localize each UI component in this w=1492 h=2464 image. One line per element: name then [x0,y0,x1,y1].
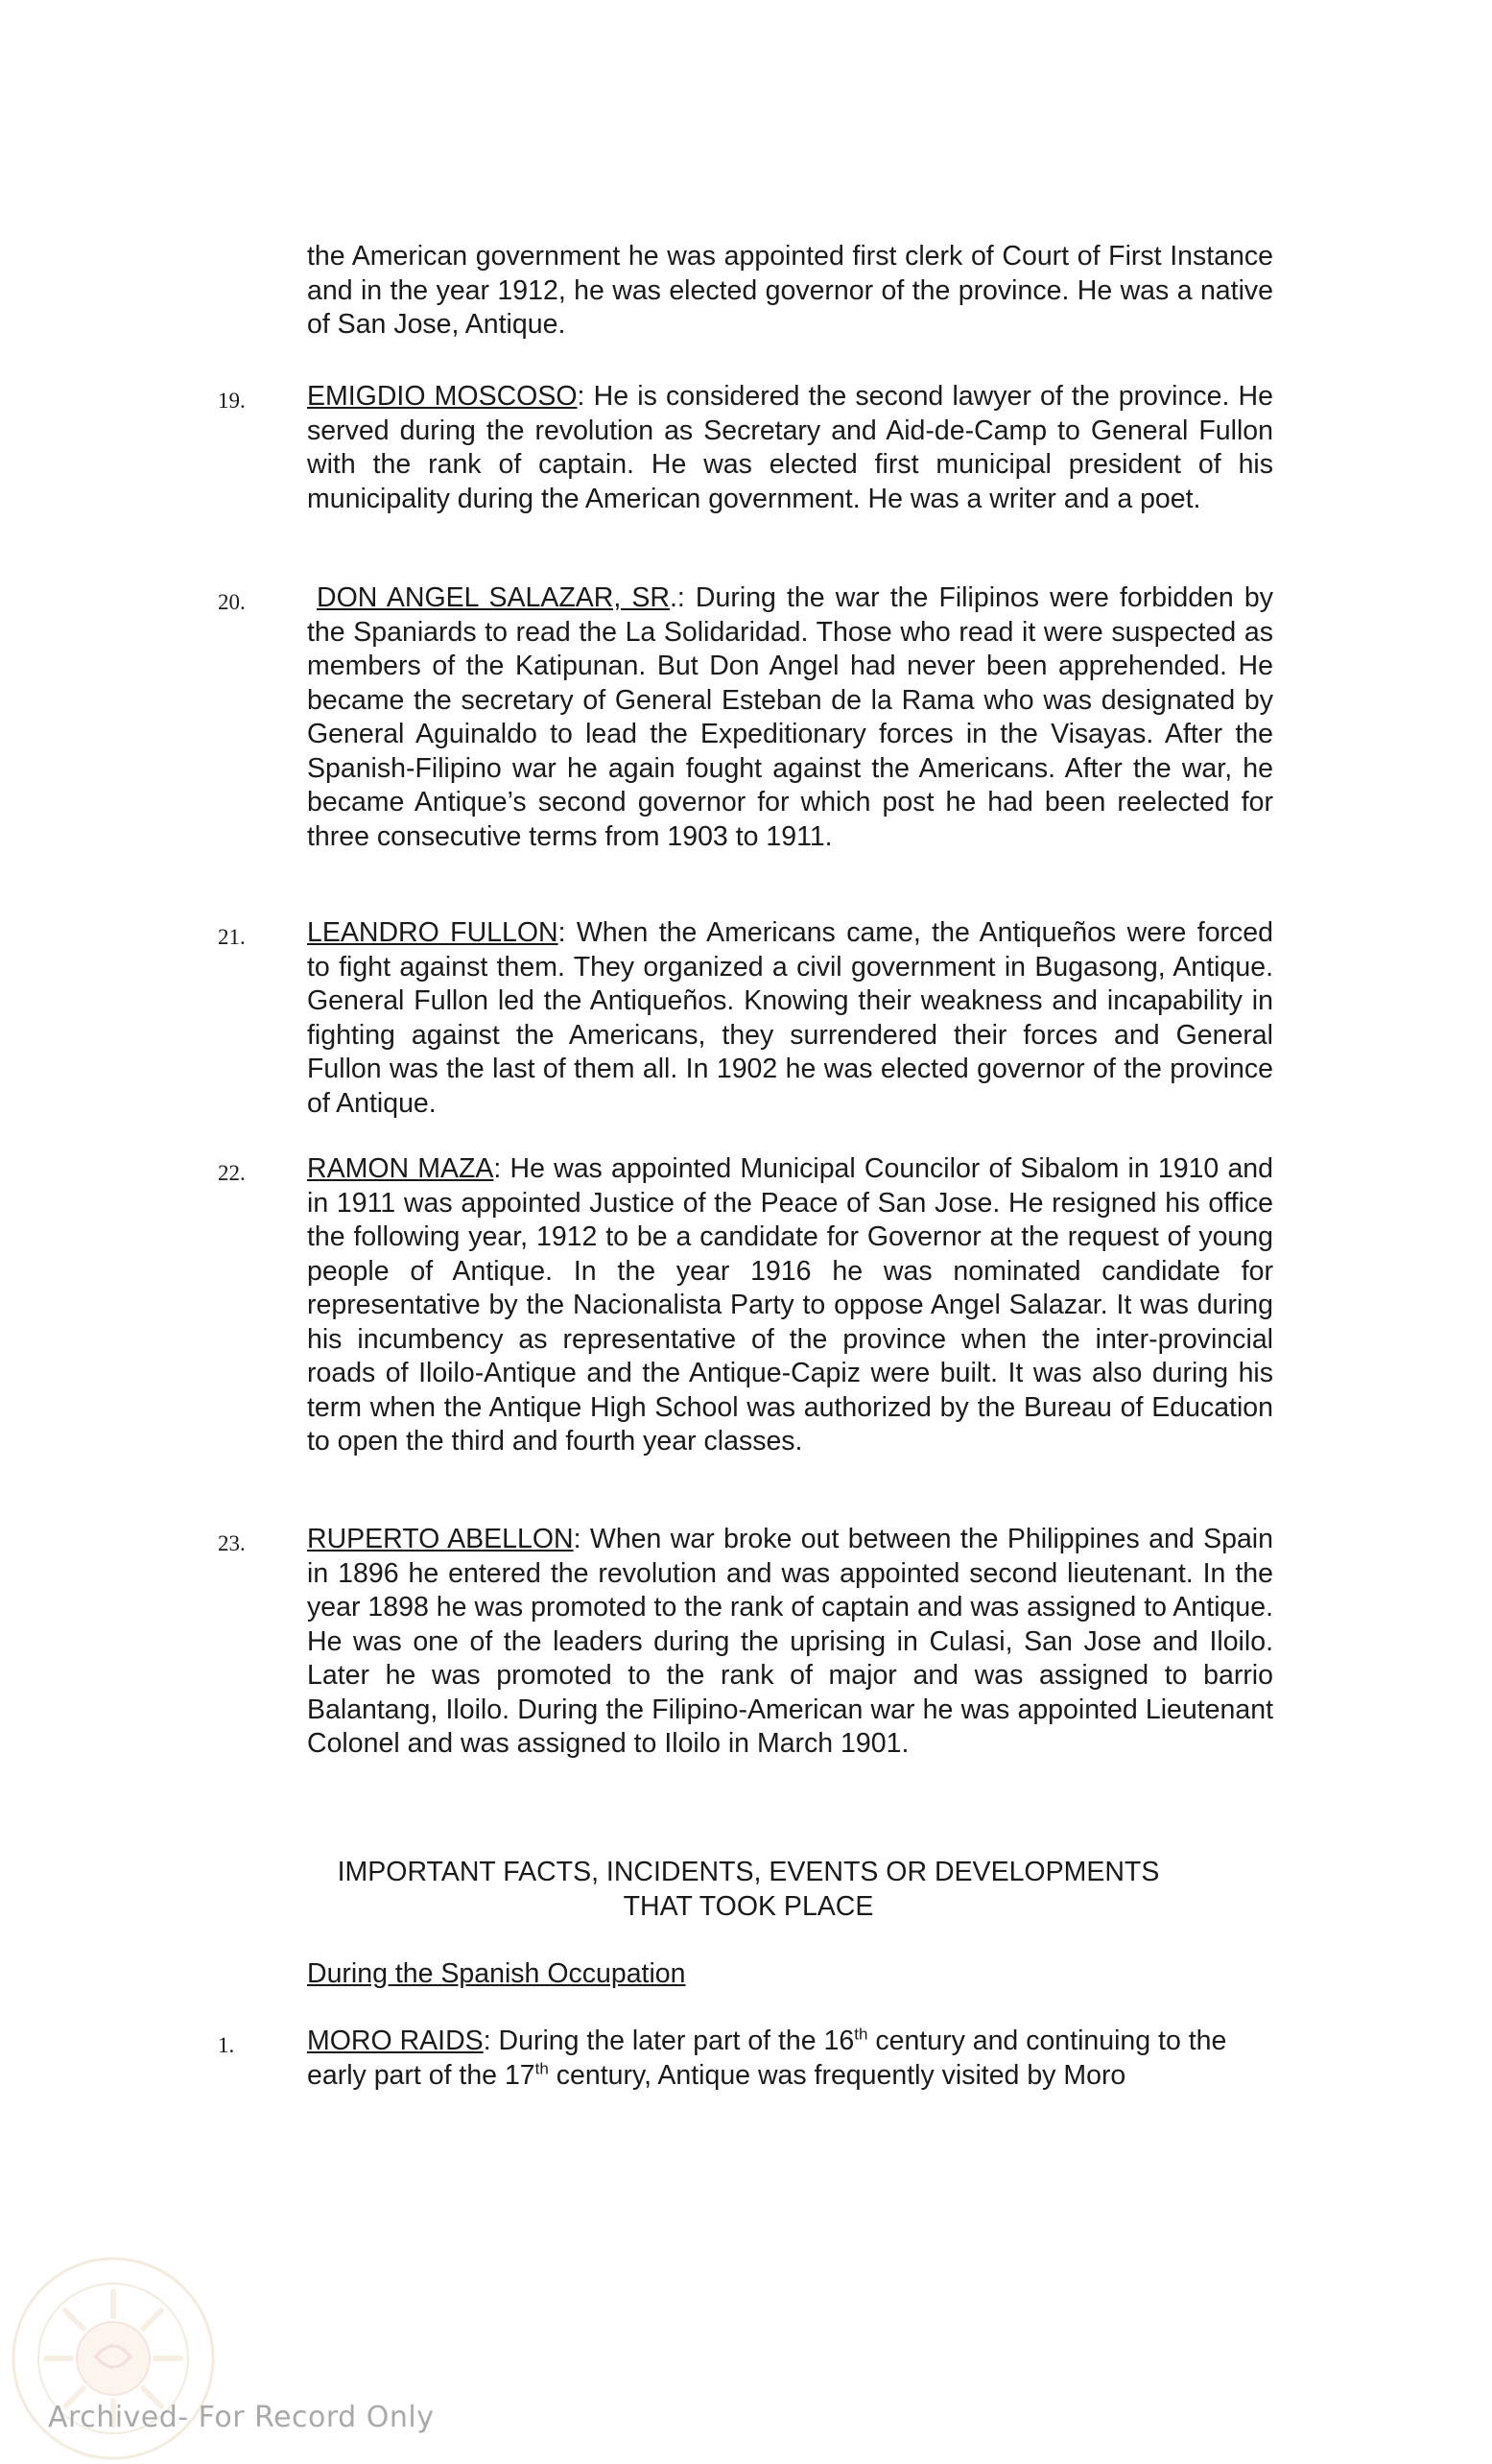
entry-text: : He is considered the second lawyer of the province. He served during the revolution as Secretary and Aid-de-Camp to General Fullon with the rank of captain. He was elected first municipal president of his municipality during the American government. He was a writer and a poet. [307,381,1273,514]
fact-text-a: : During the later part of the 16 [483,2026,855,2056]
intro-paragraph: the American government he was appointed first clerk of Court of First Instance and in the year 1912, he was elected governor of the province. He was a native of San Jose, Antique. [307,241,1273,340]
section-heading-line-1: IMPORTANT FACTS, INCIDENTS, EVENTS OR DEVELOPMENTS [337,1857,1160,1887]
entry-name: RUPERTO ABELLON [307,1524,574,1554]
entry-name: DON ANGEL SALAZAR, SR [317,582,670,613]
entry-paragraph [307,380,1273,516]
ordinal-suffix: th [854,2025,868,2044]
entry-text: : When the Americans came, the Antiqueños were forced to fight against them. They organized a civil government in Bugasong, Antique. General Fullon led the Antiqueños. Knowing their weakness and incapability in fighting against the Americans, they surrendered their forces and General Fullon was the last of them all. In 1902 he was elected governor of the province of Antique. [307,917,1273,1119]
entry-name: RAMON MAZA [307,1153,494,1184]
entry-number: 21. [218,925,246,949]
entry-text: : When war broke out between the Philippines and Spain in 1896 he entered the revolution and was appointed second lieutenant. In the year 1898 he was promoted to the rank of captain and was assigned to Antique. He was one of the leaders during the uprising in Culasi, San Jose and Iloilo. Later he was promoted to the rank of major and was assigned to barrio Balantang, Iloilo. During the Filipino-American war he was appointed Lieutenant Colonel and was assigned to Iloilo in March 1901. [307,1524,1273,1759]
section-heading [230,1856,1267,1924]
entry-number: 20. [218,590,246,614]
fact-text-b: century and continuing to the early part of the 17 [307,2026,1227,2091]
subsection-heading: During the Spanish Occupation [307,1958,686,1989]
section-heading-line-2: THAT TOOK PLACE [623,1890,874,1922]
entry-paragraph [307,916,1273,1121]
entry-name: LEANDRO FULLON [307,917,558,948]
archive-watermark: Archived- For Record Only [48,2401,435,2434]
fact-number: 1. [218,2033,235,2057]
entry-paragraph [307,1152,1273,1459]
entry-name: EMIGDIO MOSCOSO [307,381,578,412]
entry-number: 23. [218,1531,246,1555]
entry-paragraph [307,1523,1273,1762]
fact-text-c: century, Antique was frequently visited by Moro [548,2059,1126,2091]
ordinal-suffix: th [534,2059,549,2077]
fact-name: MORO RAIDS [307,2026,484,2056]
entry-text: .: During the war the Filipinos were forbidden by the Spaniards to read the La Solidaridad. Those who read it were suspected as members of the Katipunan. But Don Angel had never been apprehended. He became the secretary of General Esteban de la Rama who was designated by General Aguinaldo to lead the Expeditionary forces in the Visayas. After the Spanish-Filipino war he again fought against the Americans. After the war, he became Antique’s second governor for which post he had been reelected for three consecutive terms from 1903 to 1911. [307,582,1273,852]
entry-number: 19. [218,389,246,413]
entry-paragraph [307,581,1273,854]
fact-paragraph [307,2025,1273,2093]
entry-text: : He was appointed Municipal Councilor of Sibalom in 1910 and in 1911 was appointed Justice of the Peace of San Jose. He resigned his office the following year, 1912 to be a candidate for Governor at the request of young people of Antique. In the year 1916 he was nominated candidate for representative by the Nacionalista Party to oppose Angel Salazar. It was during his incumbency as representative of the province when the inter-provincial roads of Iloilo-Antique and the Antique-Capiz were built. It was also during his term when the Antique High School was authorized by the Bureau of Education to open the third and fourth year classes. [307,1153,1273,1457]
entry-number: 22. [218,1161,246,1185]
